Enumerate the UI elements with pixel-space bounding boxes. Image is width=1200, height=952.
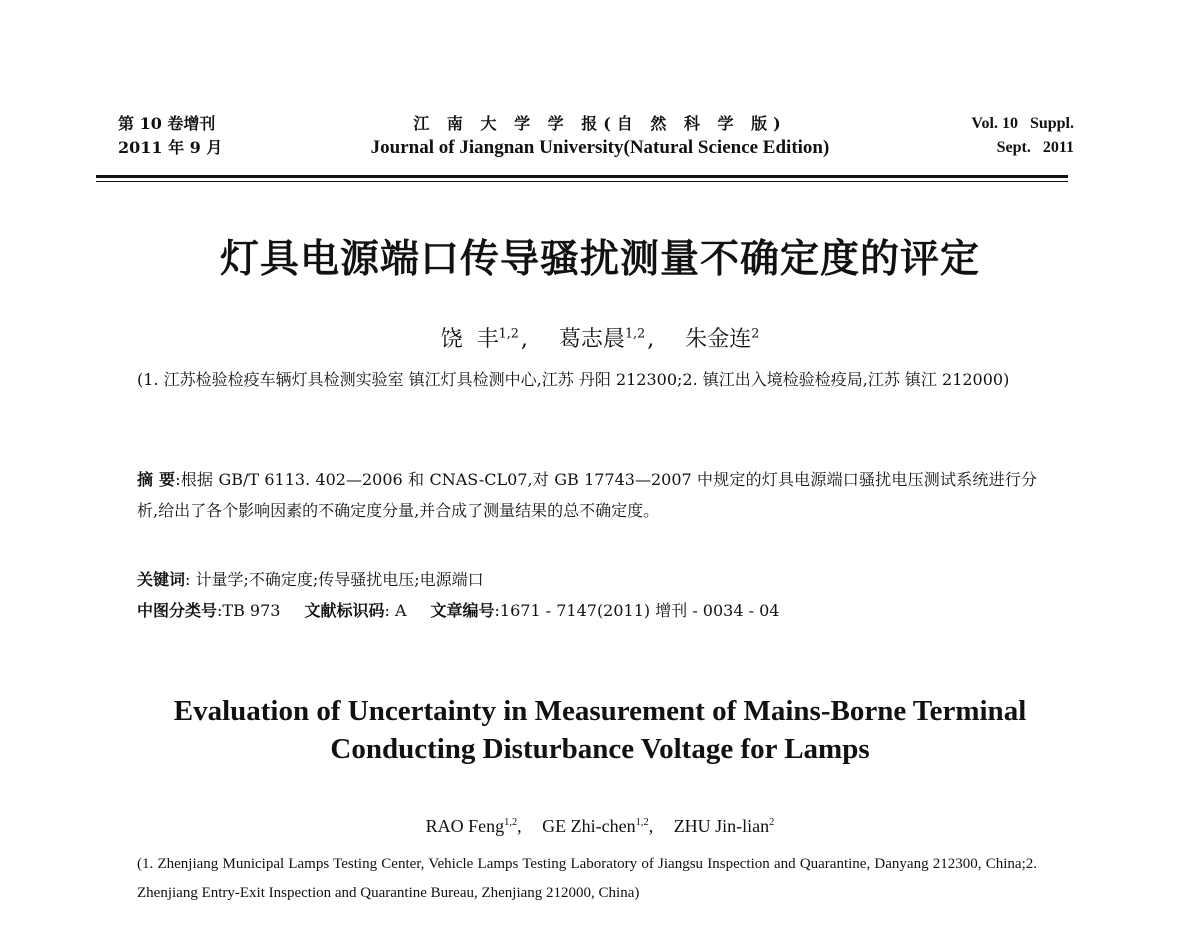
clc-label: 中图分类号: [137, 601, 218, 620]
author-en: RAO Feng$^{1,2}$,: [425, 816, 522, 836]
volume-supplement: Vol. 10 Suppl.: [971, 115, 1074, 132]
keywords-text: : 计量学;不确定度;传导骚扰电压;电源端口: [185, 570, 484, 589]
header-rule-thick: [96, 175, 1068, 178]
author-en: GE Zhi-chen$^{1,2}$,: [542, 816, 654, 836]
author-cn: 朱金连$^2$: [685, 326, 760, 352]
affiliation-en: (1. Zhenjiang Municipal Lamps Testing Center, Vehicle Lamps Testing Laboratory of Jiangsu Inspection and Quarantine, Danyang 212300, China;2. Zhenjiang Entry-Exit Inspection and Quarantine Bureau, Zhenjiang 212000, China): [137, 856, 1037, 901]
abstract-label: 摘 要: [137, 470, 176, 489]
keywords: [137, 564, 1037, 595]
author-affil-sup: 1,2: [624, 326, 646, 342]
document-code-value: : A: [384, 601, 407, 620]
publication-month: Sept. 2011: [996, 139, 1074, 156]
paper-title-en-line-2: Conducting Disturbance Voltage for Lamps: [330, 733, 870, 765]
keywords-label: 关键词: [137, 570, 186, 589]
journal-name-cn: 江 南 大 学 学 报(自 然 科 学 版): [413, 114, 787, 133]
paper-title-en-line-1: Evaluation of Uncertainty in Measurement of Mains-Borne Terminal: [173, 695, 1027, 727]
author-affil-sup: 1,2: [635, 817, 649, 828]
author-cn: 饶 丰$^{1,2}$,: [440, 326, 528, 352]
document-code-label: 文献标识码: [304, 601, 385, 620]
header-rule-thin: [96, 181, 1068, 182]
author-affil-sup: 1,2: [504, 817, 518, 828]
abstract-text: :根据 GB/T 6113. 402—2006 和 CNAS-CL07,对 GB 17743—2007 中规定的灯具电源端口骚扰电压测试系统进行分析,给出了各个影响因素的不确定度分量,并合成了测量结果的总不确定度。: [137, 470, 1037, 520]
volume-info-en: [971, 112, 1074, 160]
publication-date: 2011 年 9 月: [118, 138, 223, 157]
article-id-label: 文章编号: [430, 601, 495, 620]
author-affil-sup: 2: [751, 326, 760, 342]
author-affil-sup: 1,2: [498, 326, 519, 342]
paper-title-cn: 灯具电源端口传导骚扰测量不确定度的评定: [219, 236, 980, 282]
article-id-value: :1671 - 7147(2011) 增刊 - 0034 - 04: [494, 601, 780, 620]
author-affil-sup: 2: [769, 817, 775, 828]
classification-info: [137, 595, 1037, 626]
abstract: [137, 464, 1037, 526]
paper-title-en: [0, 692, 1200, 768]
author-cn: 葛志晨$^{1,2}$,: [558, 326, 655, 352]
affiliation-cn: (1. 江苏检验检疫车辆灯具检测实验室 镇江灯具检测中心,江苏 丹阳 212300;2. 镇江出入境检验检疫局,江苏 镇江 212000): [137, 370, 1010, 389]
author-en: ZHU Jin-lian$^2$: [673, 816, 775, 836]
clc-value: :TB 973: [217, 601, 281, 620]
volume-issue: 第 10 卷增刊: [118, 114, 216, 133]
author-list-en: [0, 816, 1200, 837]
author-list-cn: [0, 322, 1200, 353]
journal-name-en: Journal of Jiangnan University(Natural Science Edition): [370, 137, 830, 158]
